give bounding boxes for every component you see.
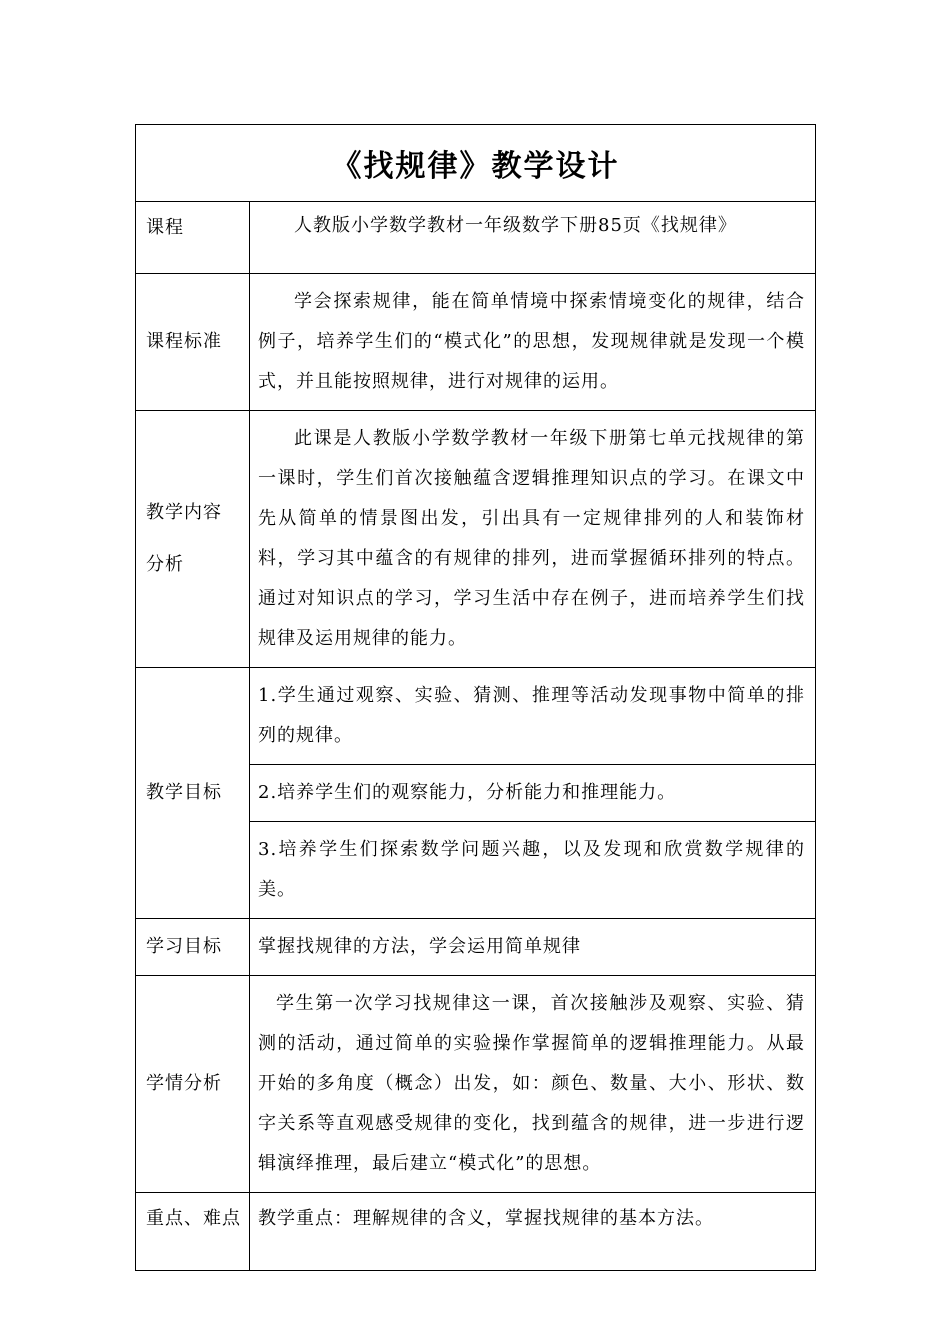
content-analysis-label-line2: 分析 [146, 554, 184, 575]
standard-label: 课程标准 [136, 274, 250, 411]
content-analysis-label-line1: 教学内容 [146, 502, 222, 523]
course-label: 课程 [136, 202, 250, 274]
title-row [136, 125, 816, 202]
content-analysis-row [136, 411, 816, 668]
learning-goals-label: 学习目标 [136, 919, 250, 976]
learning-goals-row [136, 919, 816, 976]
key-points-row [136, 1193, 816, 1271]
key-points-label: 重点、难点 [136, 1193, 250, 1271]
learner-analysis-text: 学生第一次学习找规律这一课，首次接触涉及观察、实验、猜测的活动，通过简单的实验操作掌握简单的逻辑推理能力。从最开始的多角度（概念）出发，如：颜色、数量、大小、形状、数字关系等直观感受规律的变化，找到蕴含的规律，进一步进行逻辑演绎推理，最后建立“模式化”的思想。 [250, 976, 816, 1193]
teaching-goal-row-1 [136, 668, 816, 765]
teaching-goals-label: 教学目标 [136, 668, 250, 919]
content-analysis-text: 此课是人教版小学数学教材一年级下册第七单元找规律的第一课时，学生们首次接触蕴含逻辑推理知识点的学习。在课文中先从简单的情景图出发，引出具有一定规律排列的人和装饰材料，学习其中蕴含的有规律的排列，进而掌握循环排列的特点。通过对知识点的学习，学习生活中存在例子，进而培养学生们找规律及运用规律的能力。 [250, 411, 816, 668]
content-analysis-label [136, 411, 250, 668]
teaching-goal-item: 3.培养学生们探索数学问题兴趣，以及发现和欣赏数学规律的美。 [250, 822, 816, 919]
lesson-plan-table [135, 124, 816, 1271]
learner-analysis-row [136, 976, 816, 1193]
learner-analysis-label: 学情分析 [136, 976, 250, 1193]
standard-row [136, 274, 816, 411]
teaching-goal-item: 2.培养学生们的观察能力，分析能力和推理能力。 [250, 765, 816, 822]
document-title: 《找规律》教学设计 [136, 125, 816, 202]
standard-text: 学会探索规律，能在简单情境中探索情境变化的规律，结合例子，培养学生们的“模式化”的思想，发现规律就是发现一个模式，并且能按照规律，进行对规律的运用。 [250, 274, 816, 411]
course-row [136, 202, 816, 274]
course-text: 人教版小学数学教材一年级数学下册85页《找规律》 [250, 202, 816, 274]
key-points-text: 教学重点：理解规律的含义，掌握找规律的基本方法。 [250, 1193, 816, 1271]
learning-goals-text: 掌握找规律的方法，学会运用简单规律 [250, 919, 816, 976]
teaching-goal-item: 1.学生通过观察、实验、猜测、推理等活动发现事物中简单的排列的规律。 [250, 668, 816, 765]
